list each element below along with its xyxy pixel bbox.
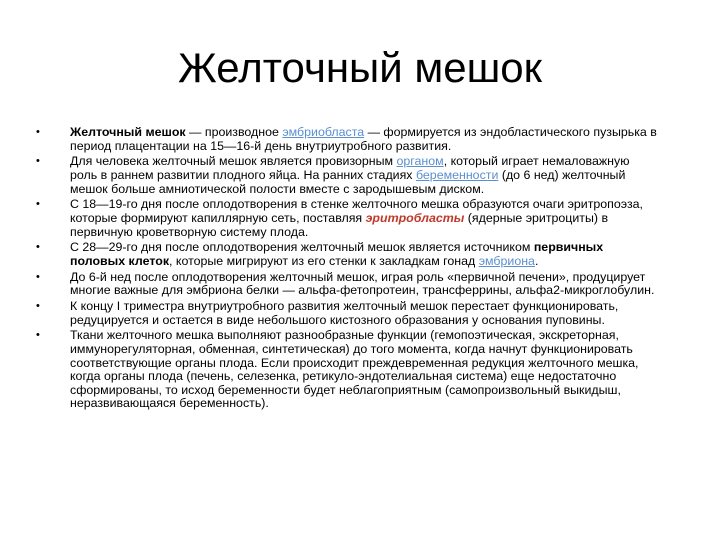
item-text: — формируется из эндобластического пузырька в период плацентации на 15—16-й день внутриутробного развития. bbox=[70, 125, 657, 153]
list-item bbox=[0, 155, 660, 196]
list-item bbox=[0, 300, 660, 327]
bullet-dot: • bbox=[36, 270, 40, 283]
item-text: С 18—19-го дня после оплодотворения в стенке желточного мешка образуются очаги эритропоэза, которые формируют капиллярную сеть, поставляя bbox=[70, 197, 643, 225]
item-text: С 28—29-го дня после оплодотворения желточный мешок является источником bbox=[70, 240, 534, 255]
item-text: , который играет немаловажную роль в раннем развитии плодного яйца. На ранних стадиях bbox=[70, 154, 630, 182]
list-item bbox=[0, 126, 660, 153]
term-erythroblasts: эритробласты bbox=[365, 210, 465, 225]
item-text: — производное bbox=[185, 125, 283, 139]
link-embryo[interactable]: эмбриона bbox=[478, 253, 535, 268]
link-organ[interactable]: органом bbox=[396, 154, 444, 169]
item-text: . bbox=[534, 253, 539, 268]
bullet-dot: • bbox=[36, 300, 40, 313]
term-germ-cells: первичных половых клеток bbox=[70, 240, 604, 268]
list-item bbox=[0, 329, 660, 411]
item-text: Ткани желточного мешка выполняют разнообразные функции (гемопоэтическая, экскреторная, иммунорегуляторная, обменная, синтетическая) до того момента, когда начнут функционировать соответствующие органы плода. Если происходит преждевременная редукция желточного мешка, когда органы плода (печень, селезенка, ретикуло-эндотелиальная система) еще недостаточно сформированы, то исход беременности будет неблагоприятным (самопроизвольный выкидыш, неразвивающаяся беременность). bbox=[70, 328, 639, 411]
bullet-dot: • bbox=[36, 241, 40, 254]
item-text: К концу I триместра внутриутробного развития желточный мешок перестает функционировать, редуцируется и остается в виде небольшого кистозного образования у основания пуповины. bbox=[70, 299, 619, 327]
item-text: (до 6 нед) желточный мешок больше амниотической полости вместе с зародышевым диском. bbox=[70, 167, 626, 196]
list-item bbox=[0, 241, 660, 268]
item-text: , которые мигрируют из его стенки к закладкам гонад bbox=[169, 253, 479, 268]
bullet-dot: • bbox=[36, 198, 40, 211]
item-text: Для человека желточный мешок является провизорным bbox=[70, 154, 397, 169]
bullet-list bbox=[0, 126, 720, 413]
list-item bbox=[0, 271, 660, 298]
list-item bbox=[0, 198, 660, 239]
bullet-dot: • bbox=[36, 126, 40, 138]
item-text: (ядерные эритроциты) в первичную кроветворную систему плода. bbox=[70, 210, 609, 239]
link-pregnancy[interactable]: беременности bbox=[415, 167, 499, 182]
slide-title: Желточный мешок bbox=[178, 44, 542, 91]
term-bold: Желточный мешок bbox=[70, 125, 186, 139]
bullet-dot: • bbox=[36, 155, 40, 168]
bullet-dot: • bbox=[36, 329, 40, 342]
link-embryoblast[interactable]: эмбриобласта bbox=[282, 125, 365, 139]
item-text: До 6-й нед после оплодотворения желточный мешок, играя роль «первичной печени», продуцирует многие важные для эмбриона белки — альфа-фетопротеин, трансферрины, альфа2-микроглобулин. bbox=[70, 269, 655, 298]
